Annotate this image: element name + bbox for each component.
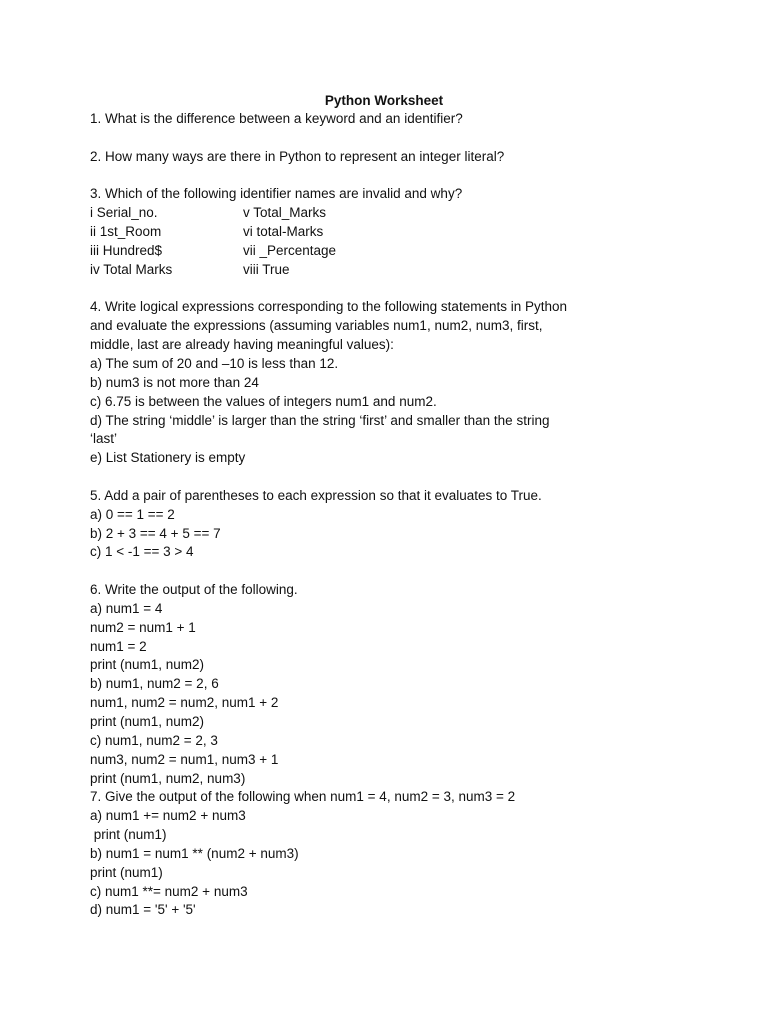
code-line: print (num1, num2) (90, 714, 205, 729)
code-line: print (num1, num2, num3) (90, 770, 246, 786)
question-4-line: and evaluate the expressions (assuming variables num1, num2, num3, first, (90, 318, 543, 334)
identifier-row (90, 223, 690, 242)
code-line: print (num1) (90, 864, 163, 880)
code-line: c) num1 **= num2 + num3 (90, 883, 248, 899)
code-line: a) num1 += num2 + num3 (90, 808, 246, 824)
question-4-item: b) num3 is not more than 24 (90, 374, 259, 390)
code-line: a) num1 = 4 (90, 600, 163, 616)
identifier-option: iii Hundred$ (90, 242, 163, 258)
spacer (90, 280, 690, 299)
question-6: 6. Write the output of the following. (90, 582, 298, 598)
worksheet-content (90, 110, 690, 920)
identifier-row (90, 204, 690, 223)
code-line: d) num1 = '5' + '5' (90, 902, 196, 918)
spacer (90, 129, 690, 148)
question-4-line: 4. Write logical expressions corresponding to the following statements in Python (90, 299, 568, 315)
spacer (90, 167, 690, 186)
code-line: num3, num2 = num1, num3 + 1 (90, 751, 279, 767)
spacer (90, 562, 690, 581)
question-4-item: a) The sum of 20 and –10 is less than 12. (90, 355, 339, 371)
page-title: Python Worksheet (324, 93, 444, 108)
identifier-option: iv Total Marks (90, 261, 173, 277)
code-line: num1, num2 = num2, num1 + 2 (90, 695, 279, 711)
question-5-item: c) 1 < -1 == 3 > 4 (90, 544, 194, 560)
identifier-option: v Total_Marks (243, 205, 327, 221)
code-line: b) num1, num2 = 2, 6 (90, 676, 219, 692)
code-line: b) num1 = num1 ** (num2 + num3) (90, 845, 299, 861)
question-5-item: a) 0 == 1 == 2 (90, 506, 175, 522)
question-5: 5. Add a pair of parentheses to each expression so that it evaluates to True. (90, 487, 542, 503)
question-4-item: c) 6.75 is between the values of integers num1 and num2. (90, 393, 437, 409)
question-7: 7. Give the output of the following when num1 = 4, num2 = 3, num3 = 2 (90, 789, 516, 805)
identifier-option: i Serial_no. (90, 205, 158, 221)
code-line: print (num1, num2) (90, 657, 205, 673)
identifier-option: vi total-Marks (243, 224, 324, 240)
identifier-row (90, 242, 690, 261)
code-line: c) num1, num2 = 2, 3 (90, 732, 218, 748)
code-line: num1 = 2 (90, 638, 147, 654)
question-5-item: b) 2 + 3 == 4 + 5 == 7 (90, 525, 221, 541)
question-4-line: middle, last are already having meaningful values): (90, 337, 394, 353)
question-2: 2. How many ways are there in Python to represent an integer literal? (90, 148, 505, 164)
identifier-row (90, 261, 690, 280)
code-line: print (num1) (90, 827, 167, 843)
question-4-item: ‘last’ (90, 431, 118, 447)
code-line: num2 = num1 + 1 (90, 619, 196, 635)
question-4-item: d) The string ‘middle’ is larger than the string ‘first’ and smaller than the string (90, 412, 550, 428)
identifier-option: ii 1st_Room (90, 224, 162, 240)
question-1: 1. What is the difference between a keyword and an identifier? (90, 111, 463, 126)
spacer (90, 468, 690, 487)
identifier-option: viii True (243, 261, 290, 277)
identifier-option: vii _Percentage (243, 242, 337, 258)
question-3: 3. Which of the following identifier names are invalid and why? (90, 186, 463, 202)
question-4-item: e) List Stationery is empty (90, 450, 246, 466)
